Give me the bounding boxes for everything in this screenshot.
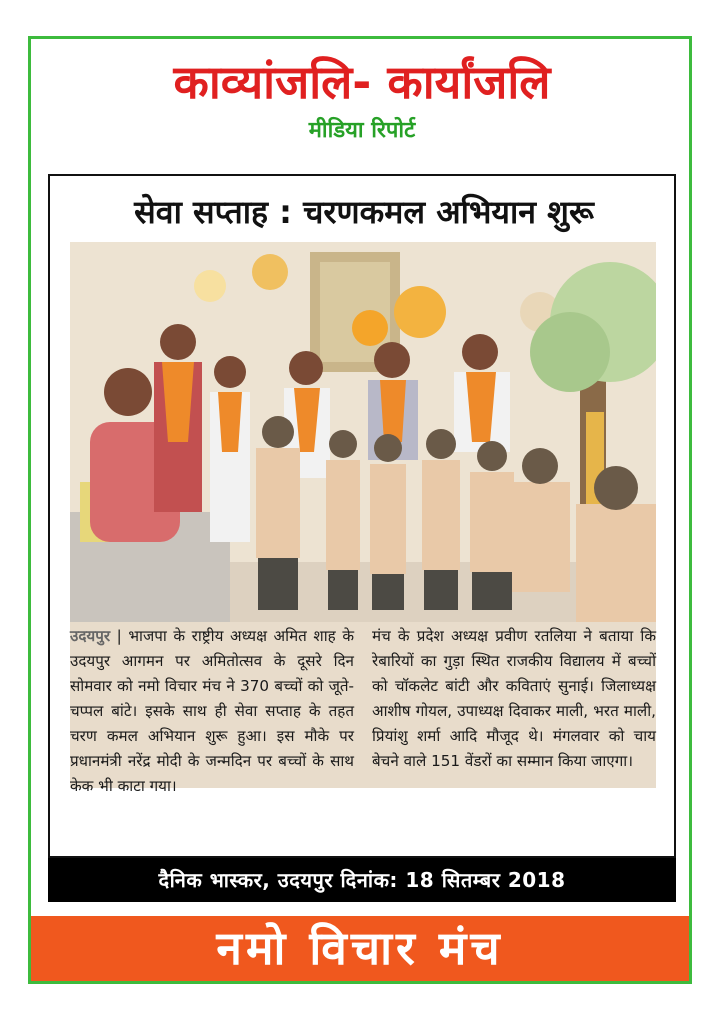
footer-banner: नमो विचार मंच (31, 916, 689, 981)
article-body (70, 624, 656, 854)
source-caption: दैनिक भास्कर, उदयपुर दिनांक: 18 सितम्बर 2018 (48, 858, 676, 902)
page-title: काव्यांजलि- कार्यांजलि (173, 55, 551, 109)
news-photo-illustration (70, 242, 656, 622)
article-column-right: मंच के प्रदेश अध्यक्ष प्रवीण रतलिया ने बताया कि रेबारियों का गुड़ा स्थित राजकीय विद्यालय में बच्चों को चॉकलेट बांटी और कविताएं सुनाई। जिलाध्यक्ष आशीष गोयल, उपाध्यक्ष दिवाकर माली, भरत माली, प्रियांशु शर्मा आदि मौजूद थे। मंगलवार को चाय बेचने वाले 151 वेंडरों का सम्मान किया जाएगा। (372, 627, 656, 770)
newspaper-clipping (48, 174, 676, 858)
article-dateline: उदयपुर (70, 627, 111, 645)
article-text-left: भाजपा के राष्ट्रीय अध्यक्ष अमित शाह के उदयपुर आगमन पर अमितोत्सव के दूसरे दिन सोमवार को नमो विचार मंच ने 370 बच्चों को जूते-चप्पल बांटे। इसके साथ ही सेवा सप्ताह के तहत चरण कमल अभियान शुरू हुआ। इस मौके पर प्रधानमंत्री नरेंद्र मोदी के जन्मदिन पर बच्चों के साथ केक भी काटा गया। (70, 627, 354, 795)
page-subtitle: मीडिया रिपोर्ट (308, 118, 416, 143)
article-column-left: उदयपुर | भाजपा के राष्ट्रीय अध्यक्ष अमित शाह के उदयपुर आगमन पर अमितोत्सव के दूसरे दिन सोमवार को नमो विचार मंच ने 370 बच्चों को जूते-चप्पल बांटे। इसके साथ ही सेवा सप्ताह के तहत चरण कमल अभियान शुरू हुआ। इस मौके पर प्रधानमंत्री नरेंद्र मोदी के जन्मदिन पर बच्चों के साथ केक भी काटा गया। (70, 627, 354, 795)
clipping-headline: सेवा सप्ताह : चरणकमल अभियान शुरू (134, 193, 594, 231)
